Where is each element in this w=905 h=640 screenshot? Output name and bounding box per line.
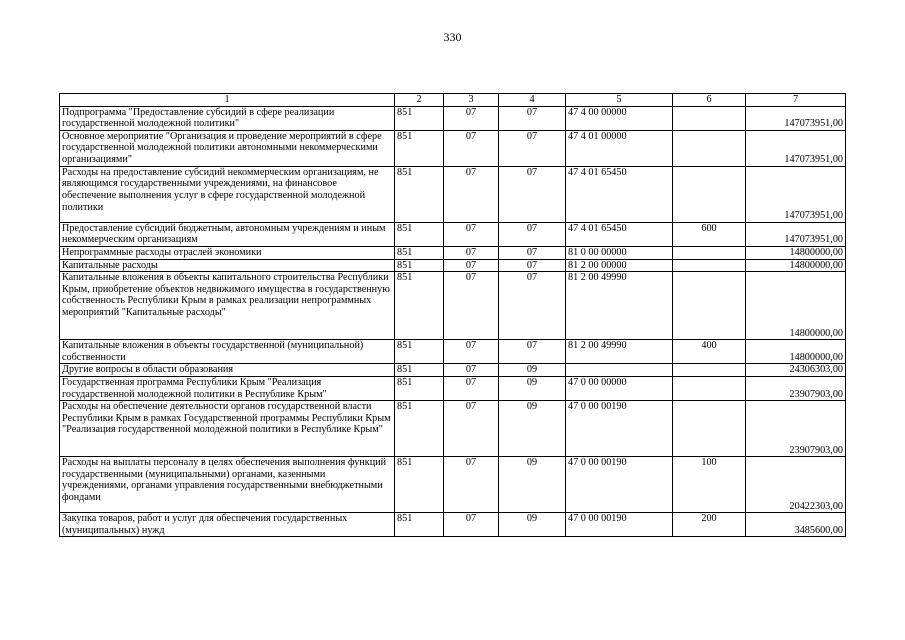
row-name: Капитальные вложения в объекты капитального строительства Республики Крым, приобретение объектов недвижимого имущества в государственную собственность Республики Крым в рамках реализации непрограммных мероприятий "Капитальные расходы"	[60, 272, 395, 340]
code-vr	[673, 106, 746, 130]
code-csr: 47 0 00 00190	[566, 457, 673, 513]
code-gr: 851	[395, 272, 444, 340]
row-name: Подпрограмма "Предоставление субсидий в сфере реализации государственной молодежной политики"	[60, 106, 395, 130]
code-pr: 09	[499, 457, 566, 513]
code-rz: 07	[444, 222, 499, 246]
table-row	[60, 166, 846, 222]
code-vr: 400	[673, 340, 746, 364]
code-csr: 81 2 00 49990	[566, 272, 673, 340]
amount: 14800000,00	[746, 246, 846, 259]
code-csr: 47 0 00 00190	[566, 513, 673, 537]
code-rz: 07	[444, 364, 499, 377]
amount: 14800000,00	[746, 272, 846, 340]
row-name: Непрограммные расходы отраслей экономики	[60, 246, 395, 259]
code-rz: 07	[444, 340, 499, 364]
amount: 3485600,00	[746, 513, 846, 537]
amount: 23907903,00	[746, 401, 846, 457]
budget-table	[59, 93, 846, 537]
column-header: 2	[395, 94, 444, 107]
amount: 14800000,00	[746, 259, 846, 272]
code-gr: 851	[395, 364, 444, 377]
amount: 23907903,00	[746, 376, 846, 400]
code-vr	[673, 130, 746, 166]
table-row	[60, 340, 846, 364]
code-rz: 07	[444, 166, 499, 222]
code-gr: 851	[395, 222, 444, 246]
row-name: Расходы на предоставление субсидий некоммерческим организациям, не являющимся государственными учреждениями, на финансовое обеспечение выполнения услуг в сфере государственной молодежной политики	[60, 166, 395, 222]
row-name: Расходы на обеспечение деятельности органов государственной власти Республики Крым в рамках Государственной программы Республики Крым "Реализация государственной молодежной политики в Республике Крым"	[60, 401, 395, 457]
code-pr: 07	[499, 106, 566, 130]
code-csr: 47 4 01 65450	[566, 166, 673, 222]
code-gr: 851	[395, 130, 444, 166]
table-row	[60, 513, 846, 537]
code-gr: 851	[395, 457, 444, 513]
row-name: Предоставление субсидий бюджетным, автономным учреждениям и иным некоммерческим организациям	[60, 222, 395, 246]
code-pr: 07	[499, 246, 566, 259]
code-gr: 851	[395, 401, 444, 457]
table-row	[60, 259, 846, 272]
row-name: Капитальные расходы	[60, 259, 395, 272]
table-row	[60, 401, 846, 457]
amount: 147073951,00	[746, 222, 846, 246]
row-name: Основное мероприятие "Организация и проведение мероприятий в сфере государственной молодежной политики автономными некоммерческими организациями"	[60, 130, 395, 166]
table-row	[60, 272, 846, 340]
code-pr: 09	[499, 513, 566, 537]
code-gr: 851	[395, 376, 444, 400]
code-csr: 81 2 00 00000	[566, 259, 673, 272]
table-row	[60, 376, 846, 400]
code-rz: 07	[444, 513, 499, 537]
table-header-row	[60, 94, 846, 107]
code-pr: 07	[499, 259, 566, 272]
code-pr: 07	[499, 272, 566, 340]
table-row	[60, 106, 846, 130]
code-pr: 09	[499, 376, 566, 400]
column-header: 5	[566, 94, 673, 107]
code-csr	[566, 364, 673, 377]
amount: 147073951,00	[746, 166, 846, 222]
table-row	[60, 457, 846, 513]
code-rz: 07	[444, 272, 499, 340]
code-pr: 07	[499, 166, 566, 222]
code-pr: 09	[499, 364, 566, 377]
code-csr: 81 2 00 49990	[566, 340, 673, 364]
table-row	[60, 222, 846, 246]
table-row	[60, 246, 846, 259]
table-row	[60, 130, 846, 166]
row-name: Расходы на выплаты персоналу в целях обеспечения выполнения функций государственными (муниципальными) органами, казенными учреждениями, органами управления государственными внебюджетными фондами	[60, 457, 395, 513]
code-gr: 851	[395, 246, 444, 259]
code-csr: 47 4 01 00000	[566, 130, 673, 166]
code-gr: 851	[395, 513, 444, 537]
code-csr: 47 0 00 00000	[566, 376, 673, 400]
code-csr: 81 0 00 00000	[566, 246, 673, 259]
row-name: Другие вопросы в области образования	[60, 364, 395, 377]
code-vr	[673, 166, 746, 222]
amount: 147073951,00	[746, 130, 846, 166]
code-rz: 07	[444, 106, 499, 130]
code-gr: 851	[395, 166, 444, 222]
code-pr: 07	[499, 222, 566, 246]
row-name: Государственная программа Республики Крым "Реализация государственной молодежной политики в Республике Крым"	[60, 376, 395, 400]
row-name: Закупка товаров, работ и услуг для обеспечения государственных (муниципальных) нужд	[60, 513, 395, 537]
code-vr	[673, 364, 746, 377]
code-rz: 07	[444, 259, 499, 272]
code-csr: 47 4 01 65450	[566, 222, 673, 246]
page-number: 330	[443, 30, 462, 44]
code-rz: 07	[444, 457, 499, 513]
column-header: 7	[746, 94, 846, 107]
code-rz: 07	[444, 401, 499, 457]
column-header: 6	[673, 94, 746, 107]
code-vr	[673, 259, 746, 272]
code-gr: 851	[395, 340, 444, 364]
code-vr: 200	[673, 513, 746, 537]
code-gr: 851	[395, 259, 444, 272]
code-vr: 100	[673, 457, 746, 513]
code-pr: 07	[499, 130, 566, 166]
code-csr: 47 0 00 00190	[566, 401, 673, 457]
amount: 24306303,00	[746, 364, 846, 377]
code-rz: 07	[444, 246, 499, 259]
amount: 20422303,00	[746, 457, 846, 513]
amount: 14800000,00	[746, 340, 846, 364]
table-row	[60, 364, 846, 377]
code-csr: 47 4 00 00000	[566, 106, 673, 130]
code-vr	[673, 401, 746, 457]
column-header: 1	[60, 94, 395, 107]
code-gr: 851	[395, 106, 444, 130]
amount: 147073951,00	[746, 106, 846, 130]
code-vr	[673, 376, 746, 400]
column-header: 3	[444, 94, 499, 107]
code-rz: 07	[444, 130, 499, 166]
code-vr	[673, 272, 746, 340]
row-name: Капитальные вложения в объекты государственной (муниципальной) собственности	[60, 340, 395, 364]
column-header: 4	[499, 94, 566, 107]
code-pr: 09	[499, 401, 566, 457]
code-vr: 600	[673, 222, 746, 246]
code-vr	[673, 246, 746, 259]
code-pr: 07	[499, 340, 566, 364]
code-rz: 07	[444, 376, 499, 400]
